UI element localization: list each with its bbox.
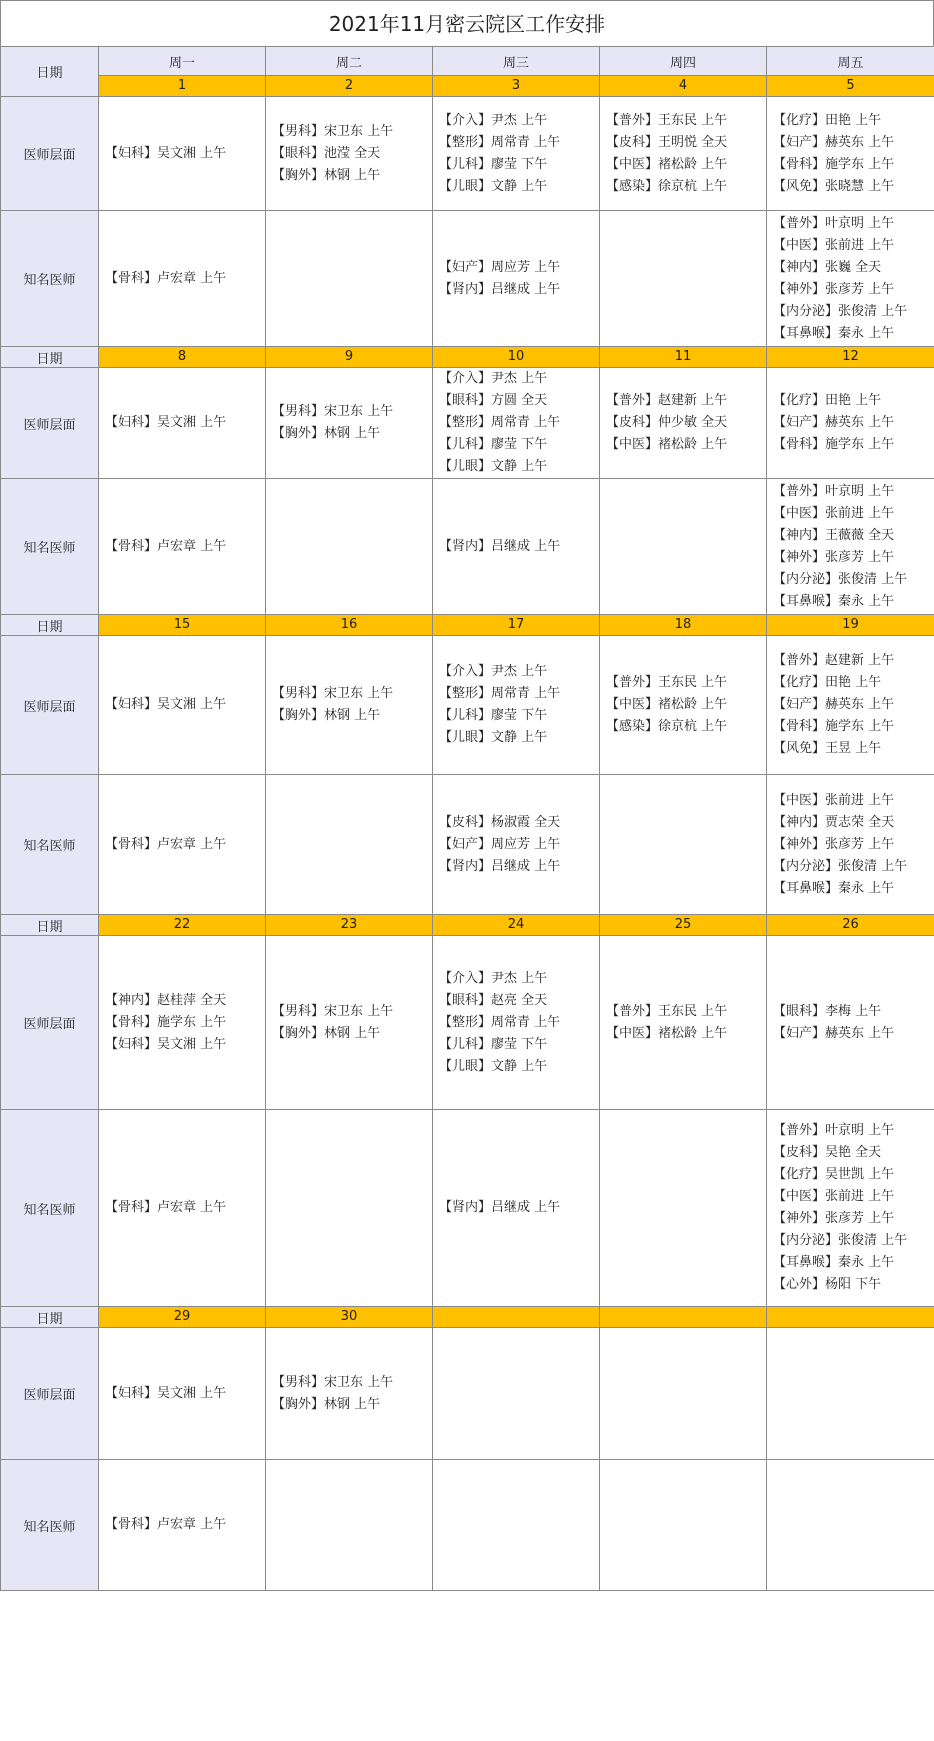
schedule-cell [600, 1110, 767, 1307]
schedule-entry: 【普外】王东民 上午 [606, 1003, 728, 1019]
schedule-entry: 【骨科】卢宏章 上午 [105, 270, 227, 286]
date-row [1, 615, 934, 636]
schedule-entry: 【整形】周常青 上午 [439, 415, 561, 430]
schedule-entry: 【中医】褚松龄 上午 [606, 437, 728, 452]
schedule-entry: 【男科】宋卫东 上午 [272, 1374, 394, 1390]
schedule-cell [99, 1460, 266, 1591]
schedule-entry: 【普外】赵建新 上午 [606, 393, 728, 408]
doctor-level-row [1, 97, 934, 211]
date-number: 24 [433, 915, 600, 936]
date-number: 12 [767, 347, 934, 368]
schedule-entry: 【儿眼】文静 上午 [439, 459, 548, 474]
schedule-entry: 【介入】尹杰 上午 [439, 970, 548, 986]
schedule-entry: 【中医】张前进 上午 [773, 792, 895, 808]
schedule-cell [433, 936, 600, 1110]
famous-doctor-label: 知名医师 [1, 479, 99, 615]
famous-doctor-label: 知名医师 [1, 1460, 99, 1591]
schedule-entry: 【男科】宋卫东 上午 [272, 123, 394, 139]
schedule-cell [266, 1110, 433, 1307]
schedule-entry: 【普外】叶京明 上午 [773, 483, 895, 499]
schedule-entry: 【神内】张巍 全天 [773, 259, 882, 275]
schedule-entry: 【皮科】仲少敏 全天 [606, 415, 728, 430]
schedule-cell [600, 636, 767, 775]
schedule-entry: 【妇产】周应芳 上午 [439, 836, 561, 852]
schedule-cell [767, 936, 934, 1110]
weekday-header: 周五 [767, 47, 934, 76]
schedule-entry: 【骨科】施学东 上午 [773, 156, 895, 172]
doctor-level-row [1, 368, 934, 479]
famous-doctor-row [1, 775, 934, 915]
schedule-entry: 【儿科】廖莹 下午 [439, 1036, 548, 1052]
weekday-header: 周四 [600, 47, 767, 76]
schedule-entry: 【中医】张前进 上午 [773, 505, 895, 521]
date-number: 23 [266, 915, 433, 936]
schedule-entry: 【骨科】施学东 上午 [773, 719, 895, 734]
schedule-entry: 【胸外】林钢 上午 [272, 708, 381, 723]
schedule-entry: 【普外】叶京明 上午 [773, 1123, 895, 1138]
date-number: 5 [767, 76, 934, 97]
schedule-entry: 【中医】褚松龄 上午 [606, 697, 728, 712]
schedule-cell [600, 211, 767, 347]
schedule-entry: 【整形】周常青 上午 [439, 134, 561, 150]
schedule-cell [266, 936, 433, 1110]
date-number: 10 [433, 347, 600, 368]
schedule-cell [99, 775, 266, 915]
schedule-entry: 【骨科】卢宏章 上午 [105, 1200, 227, 1215]
famous-doctor-label: 知名医师 [1, 775, 99, 915]
date-number: 25 [600, 915, 767, 936]
date-number: 16 [266, 615, 433, 636]
schedule-cell [266, 636, 433, 775]
schedule-entry: 【骨科】施学东 上午 [773, 437, 895, 452]
schedule-cell [99, 211, 266, 347]
date-label: 日期 [1, 1307, 99, 1328]
schedule-entry: 【皮科】杨淑霞 全天 [439, 814, 561, 830]
doctor-level-row [1, 936, 934, 1110]
schedule-cell [99, 368, 266, 479]
schedule-cell [266, 97, 433, 211]
date-label: 日期 [1, 47, 99, 97]
date-row [1, 347, 934, 368]
schedule-entry: 【胸外】林钢 上午 [272, 1025, 381, 1041]
date-number: 19 [767, 615, 934, 636]
schedule-entry: 【内分泌】张俊清 上午 [773, 571, 908, 587]
schedule-cell [767, 1460, 934, 1591]
schedule-entry: 【化疗】田艳 上午 [773, 112, 882, 128]
schedule-cell [433, 1460, 600, 1591]
date-number: 11 [600, 347, 767, 368]
schedule-entry: 【骨科】卢宏章 上午 [105, 538, 227, 554]
schedule-cell [433, 368, 600, 479]
doctor-level-row [1, 636, 934, 775]
date-number: 26 [767, 915, 934, 936]
famous-doctor-label: 知名医师 [1, 1110, 99, 1307]
schedule-cell [767, 1328, 934, 1460]
date-number: 1 [99, 76, 266, 97]
schedule-entry: 【感染】徐京杭 上午 [606, 719, 728, 734]
schedule-entry: 【中医】张前进 上午 [773, 237, 895, 253]
schedule-entry: 【妇产】周应芳 上午 [439, 259, 561, 275]
schedule-cell [266, 1328, 433, 1460]
schedule-entry: 【风免】张晓慧 上午 [773, 178, 895, 194]
schedule-cell [99, 1110, 266, 1307]
schedule-entry: 【耳鼻喉】秦永 上午 [773, 325, 895, 341]
doctor-level-label: 医师层面 [1, 636, 99, 775]
schedule-entry: 【眼科】李梅 上午 [773, 1003, 882, 1019]
schedule-cell [767, 479, 934, 615]
schedule-entry: 【介入】尹杰 上午 [439, 112, 548, 128]
date-number: 30 [266, 1307, 433, 1328]
schedule-entry: 【普外】王东民 上午 [606, 112, 728, 128]
doctor-level-label: 医师层面 [1, 368, 99, 479]
schedule-entry: 【胸外】林钢 上午 [272, 426, 381, 441]
schedule-entry: 【内分泌】张俊清 上午 [773, 303, 908, 319]
schedule-cell [600, 479, 767, 615]
schedule-entry: 【内分泌】张俊清 上午 [773, 858, 908, 874]
schedule-entry: 【肾内】吕继成 上午 [439, 538, 561, 554]
schedule-entry: 【普外】赵建新 上午 [773, 653, 895, 668]
schedule-cell [433, 97, 600, 211]
schedule-cell [433, 1328, 600, 1460]
doctor-level-row [1, 1328, 934, 1460]
date-row [1, 1307, 934, 1328]
famous-doctor-label: 知名医师 [1, 211, 99, 347]
weekday-header: 周三 [433, 47, 600, 76]
schedule-entry: 【内分泌】张俊清 上午 [773, 1233, 908, 1248]
schedule-entry: 【妇科】吴文湘 上午 [105, 145, 227, 161]
schedule-cell [767, 211, 934, 347]
schedule-cell [433, 1110, 600, 1307]
schedule-cell [767, 636, 934, 775]
schedule-entry: 【普外】王东民 上午 [606, 675, 728, 690]
schedule-cell [266, 1460, 433, 1591]
schedule-entry: 【中医】褚松龄 上午 [606, 156, 728, 172]
schedule-entry: 【中医】张前进 上午 [773, 1189, 895, 1204]
schedule-entry: 【儿科】廖莹 下午 [439, 156, 548, 172]
schedule-cell [600, 368, 767, 479]
date-number: 22 [99, 915, 266, 936]
schedule-entry: 【儿眼】文静 上午 [439, 1058, 548, 1074]
schedule-entry: 【风免】王昱 上午 [773, 741, 882, 756]
schedule-entry: 【眼科】赵亮 全天 [439, 992, 548, 1008]
schedule-entry: 【妇科】吴文湘 上午 [105, 415, 227, 430]
schedule-entry: 【普外】叶京明 上午 [773, 215, 895, 231]
schedule-entry: 【妇产】赫英东 上午 [773, 415, 895, 430]
date-number: 29 [99, 1307, 266, 1328]
schedule-entry: 【男科】宋卫东 上午 [272, 686, 394, 701]
schedule-entry: 【心外】杨阳 下午 [773, 1277, 882, 1292]
schedule-cell [767, 368, 934, 479]
doctor-level-label: 医师层面 [1, 936, 99, 1110]
date-number: 2 [266, 76, 433, 97]
date-number: 4 [600, 76, 767, 97]
schedule-entry: 【骨科】施学东 上午 [105, 1014, 227, 1030]
date-row [1, 915, 934, 936]
schedule-entry: 【耳鼻喉】秦永 上午 [773, 880, 895, 896]
schedule-cell [600, 1460, 767, 1591]
schedule-cell [767, 775, 934, 915]
schedule-cell [433, 211, 600, 347]
schedule-body [1, 47, 934, 1591]
schedule-entry: 【儿科】廖莹 下午 [439, 437, 548, 452]
date-number: 17 [433, 615, 600, 636]
famous-doctor-row [1, 211, 934, 347]
schedule-cell [600, 97, 767, 211]
schedule-entry: 【妇产】赫英东 上午 [773, 1025, 895, 1041]
schedule-entry: 【骨科】卢宏章 上午 [105, 1517, 227, 1532]
schedule-entry: 【妇科】吴文湘 上午 [105, 1385, 227, 1401]
date-label: 日期 [1, 615, 99, 636]
schedule-entry: 【骨科】卢宏章 上午 [105, 836, 227, 852]
schedule-entry: 【男科】宋卫东 上午 [272, 404, 394, 419]
schedule-entry: 【整形】周常青 上午 [439, 1014, 561, 1030]
schedule-cell [433, 479, 600, 615]
schedule-cell [600, 775, 767, 915]
schedule-entry: 【妇科】吴文湘 上午 [105, 697, 227, 712]
schedule-entry: 【化疗】田艳 上午 [773, 675, 882, 690]
schedule-entry: 【儿眼】文静 上午 [439, 730, 548, 745]
schedule-entry: 【化疗】田艳 上午 [773, 393, 882, 408]
schedule-entry: 【神内】贾志荣 全天 [773, 814, 895, 830]
schedule-entry: 【神内】王薇薇 全天 [773, 527, 895, 543]
schedule-cell [99, 936, 266, 1110]
schedule-cell [767, 1110, 934, 1307]
schedule-entry: 【妇产】赫英东 上午 [773, 697, 895, 712]
schedule-entry: 【神外】张彦芳 上午 [773, 1211, 895, 1226]
schedule-cell [266, 211, 433, 347]
date-number: 3 [433, 76, 600, 97]
famous-doctor-row [1, 1460, 934, 1591]
schedule-entry: 【皮科】吴艳 全天 [773, 1145, 882, 1160]
schedule-cell [600, 1328, 767, 1460]
schedule-entry: 【肾内】吕继成 上午 [439, 281, 561, 297]
page-title: 2021年11月密云院区工作安排 [0, 0, 934, 46]
schedule-table [0, 46, 934, 1591]
schedule-cell [266, 775, 433, 915]
schedule-cell [99, 636, 266, 775]
schedule-entry: 【整形】周常青 上午 [439, 686, 561, 701]
schedule-entry: 【化疗】吴世凯 上午 [773, 1167, 895, 1182]
schedule-entry: 【儿科】廖莹 下午 [439, 708, 548, 723]
doctor-level-label: 医师层面 [1, 1328, 99, 1460]
schedule-entry: 【胸外】林钢 上午 [272, 1396, 381, 1412]
date-row [1, 76, 934, 97]
schedule-entry: 【中医】褚松龄 上午 [606, 1025, 728, 1041]
schedule-cell [600, 936, 767, 1110]
date-number: 18 [600, 615, 767, 636]
schedule-cell [433, 636, 600, 775]
schedule-entry: 【儿眼】文静 上午 [439, 178, 548, 194]
schedule-cell [767, 97, 934, 211]
schedule-entry: 【耳鼻喉】秦永 上午 [773, 1255, 895, 1270]
schedule-cell [99, 1328, 266, 1460]
schedule-entry: 【肾内】吕继成 上午 [439, 858, 561, 874]
schedule-entry: 【耳鼻喉】秦永 上午 [773, 593, 895, 609]
weekday-header-row [1, 47, 934, 76]
schedule-entry: 【妇产】赫英东 上午 [773, 134, 895, 150]
date-number: 15 [99, 615, 266, 636]
schedule-entry: 【神外】张彦芳 上午 [773, 549, 895, 565]
date-number: 8 [99, 347, 266, 368]
schedule-entry: 【介入】尹杰 上午 [439, 664, 548, 679]
date-number [600, 1307, 767, 1328]
date-number [767, 1307, 934, 1328]
schedule-cell [266, 479, 433, 615]
schedule-entry: 【男科】宋卫东 上午 [272, 1003, 394, 1019]
doctor-level-label: 医师层面 [1, 97, 99, 211]
famous-doctor-row [1, 479, 934, 615]
schedule-cell [99, 479, 266, 615]
date-number: 9 [266, 347, 433, 368]
schedule-entry: 【神外】张彦芳 上午 [773, 281, 895, 297]
schedule-cell [266, 368, 433, 479]
schedule-entry: 【妇科】吴文湘 上午 [105, 1036, 227, 1052]
schedule-entry: 【神内】赵桂萍 全天 [105, 992, 227, 1008]
schedule-entry: 【皮科】王明悦 全天 [606, 134, 728, 150]
famous-doctor-row [1, 1110, 934, 1307]
schedule-entry: 【感染】徐京杭 上午 [606, 178, 728, 194]
weekday-header: 周二 [266, 47, 433, 76]
date-label: 日期 [1, 347, 99, 368]
schedule-cell [99, 97, 266, 211]
schedule-entry: 【介入】尹杰 上午 [439, 371, 548, 386]
schedule-entry: 【眼科】池滢 全天 [272, 145, 381, 161]
date-number [433, 1307, 600, 1328]
schedule-entry: 【肾内】吕继成 上午 [439, 1200, 561, 1215]
weekday-header: 周一 [99, 47, 266, 76]
schedule-entry: 【胸外】林钢 上午 [272, 167, 381, 183]
schedule-entry: 【神外】张彦芳 上午 [773, 836, 895, 852]
schedule-entry: 【眼科】方圆 全天 [439, 393, 548, 408]
date-label: 日期 [1, 915, 99, 936]
schedule-cell [433, 775, 600, 915]
